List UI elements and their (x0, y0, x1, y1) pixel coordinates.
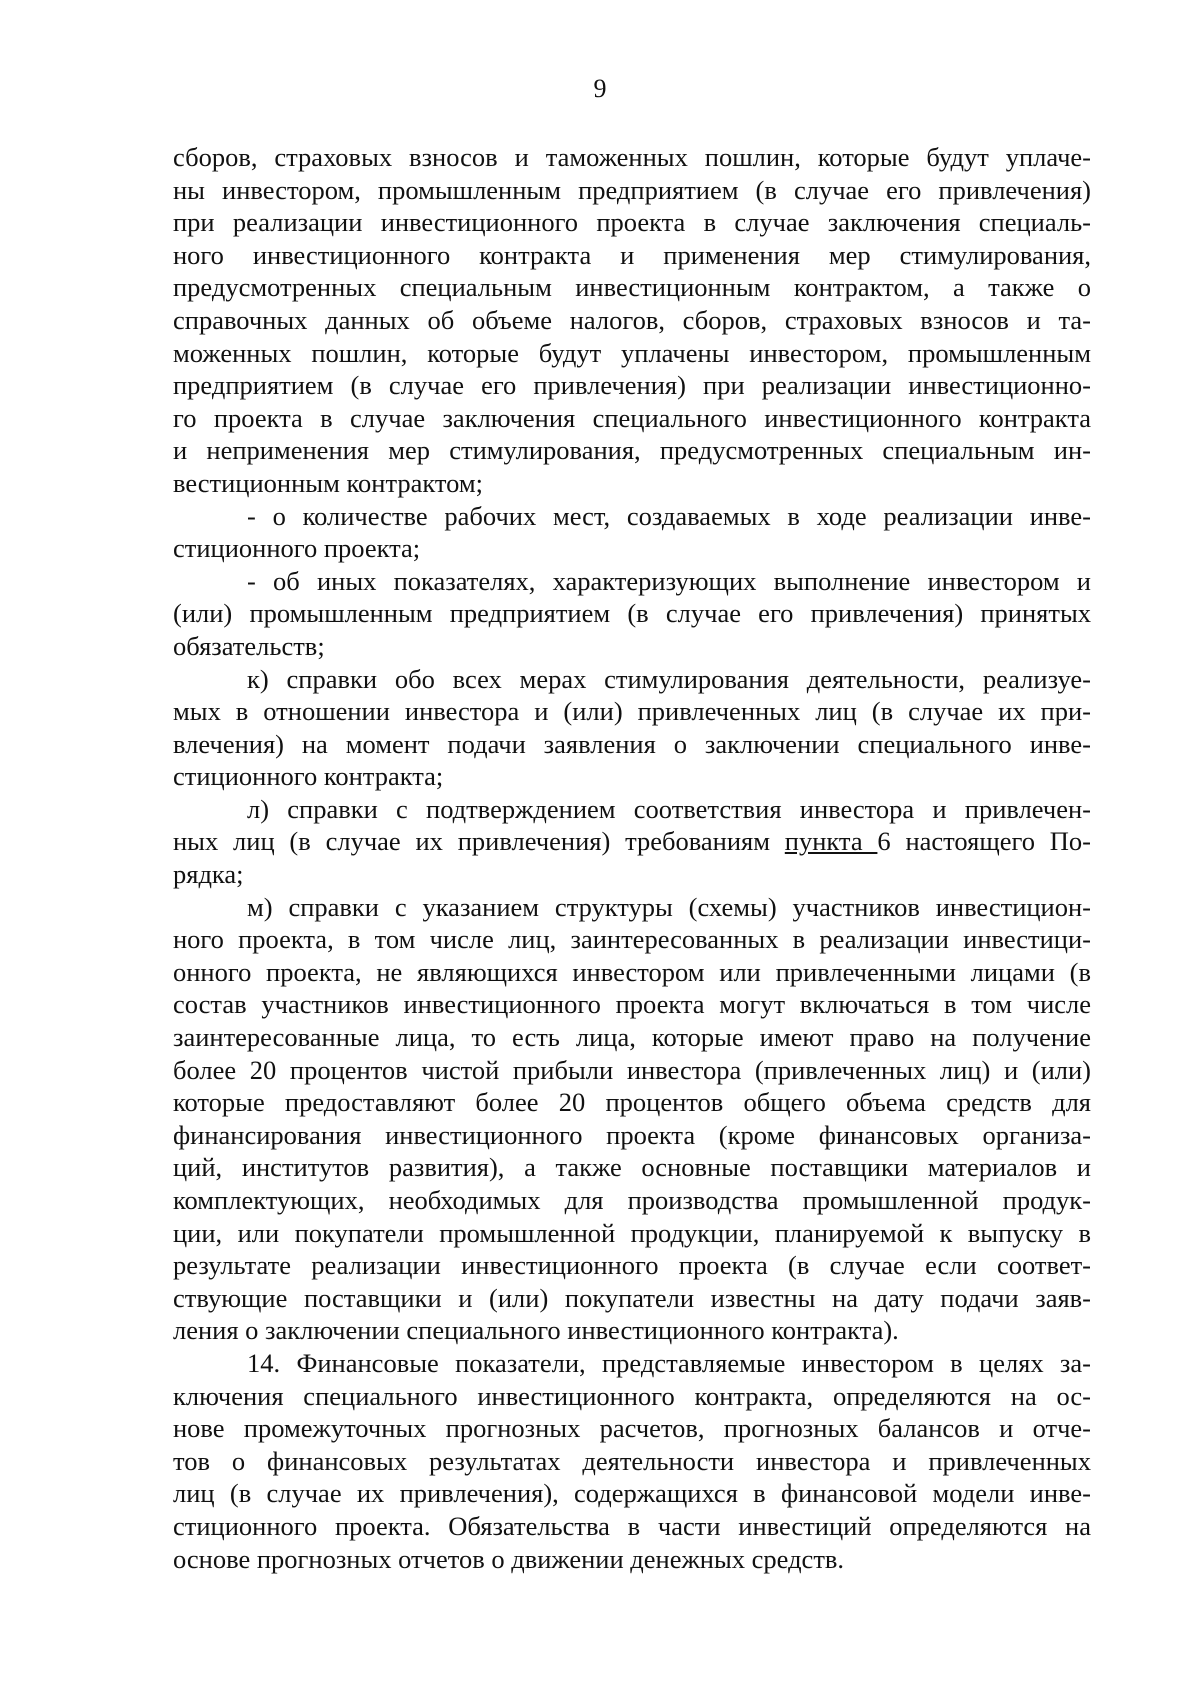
text-line: ции, или покупатели промышленной продукции, планируемой к выпуску в (173, 1217, 1091, 1248)
paragraph-p7 (173, 1347, 1091, 1575)
text-line: обязательств; (173, 630, 325, 661)
text-line: стиционного проекта; (173, 533, 421, 564)
text-line: м) справки с указанием структуры (схемы) участников инвестицион- (247, 891, 1091, 922)
text-line: ций, институтов развития), а также основные поставщики материалов и (173, 1152, 1091, 1183)
punkt-reference-link[interactable]: пункта (784, 826, 878, 857)
text-line: влечения) на момент подачи заявления о заключении специального инве- (173, 728, 1091, 759)
text-line: ного проекта, в том числе лиц, заинтересованных в реализации инвестици- (173, 924, 1091, 955)
text-line: при реализации инвестиционного проекта в случае заключения специаль- (173, 207, 1091, 238)
text-line: комплектующих, необходимых для производства промышленной продук- (173, 1185, 1091, 1215)
text-line: которые предоставляют более 20 процентов общего объема средств для (173, 1087, 1091, 1118)
line-text-before-link: ных лиц (в случае их привлечения) требованиям (173, 826, 785, 857)
document-body (173, 141, 1091, 1575)
paragraph-p5 (173, 793, 1091, 891)
text-line: основе прогнозных отчетов о движении денежных средств. (173, 1543, 845, 1574)
text-line: предусмотренных специальным инвестиционным контрактом, а также о (173, 272, 1091, 303)
text-line: стиционного проекта. Обязательства в части инвестиций определяются на (173, 1510, 1091, 1541)
text-line: к) справки обо всех мерах стимулирования деятельности, реализуе- (247, 663, 1091, 694)
text-line: стиционного контракта; (173, 761, 444, 792)
paragraph-p2 (173, 500, 1091, 565)
text-line: более 20 процентов чистой прибыли инвестора (привлеченных лиц) и (или) (173, 1054, 1091, 1085)
text-line: ления о заключении специального инвестиционного контракта). (173, 1315, 899, 1346)
text-line: ствующие поставщики и (или) покупатели известны на дату подачи заяв- (173, 1282, 1091, 1313)
paragraph-p6 (173, 891, 1091, 1347)
text-line: и неприменения мер стимулирования, предусмотренных специальным ин- (173, 435, 1091, 466)
paragraph-p3 (173, 565, 1091, 663)
text-line: ключения специального инвестиционного контракта, определяются на ос- (173, 1380, 1091, 1411)
text-line: ны инвестором, промышленным предприятием (в случае его привлечения) (173, 174, 1091, 205)
text-line: нове промежуточных прогнозных расчетов, прогнозных балансов и отче- (173, 1413, 1091, 1444)
text-line: ного инвестиционного контракта и применения мер стимулирования, (173, 239, 1091, 270)
text-line (173, 825, 1091, 858)
text-line: - об иных показателях, характеризующих выполнение инвестором и (247, 565, 1091, 596)
page-number: 9 (593, 74, 607, 103)
text-line: онного проекта, не являющихся инвестором или привлеченными лицами (в (173, 956, 1091, 987)
text-line: го проекта в случае заключения специального инвестиционного контракта (173, 402, 1091, 433)
text-line: заинтересованные лица, то есть лица, которые имеют право на получение (173, 1022, 1091, 1053)
text-line: лиц (в случае их привлечения), содержащихся в финансовой модели инве- (173, 1478, 1091, 1509)
text-line: (или) промышленным предприятием (в случае его привлечения) принятых (173, 598, 1091, 629)
text-line: предприятием (в случае его привлечения) при реализации инвестиционно- (173, 370, 1091, 401)
text-line: состав участников инвестиционного проекта могут включаться в том числе (173, 989, 1091, 1020)
text-line: 14. Финансовые показатели, представляемые инвестором в целях за- (247, 1347, 1091, 1378)
text-line: вестиционным контрактом; (173, 467, 483, 498)
text-line: результате реализации инвестиционного проекта (в случае если соответ- (173, 1250, 1091, 1281)
text-line: - о количестве рабочих мест, создаваемых в ходе реализации инве- (247, 500, 1091, 531)
text-line: рядка; (173, 859, 244, 890)
text-line: л) справки с подтверждением соответствия инвестора и привлечен- (247, 793, 1091, 824)
text-line: мых в отношении инвестора и (или) привлеченных лиц (в случае их при- (173, 696, 1091, 727)
text-line: тов о финансовых результатах деятельности инвестора и привлеченных (173, 1445, 1091, 1476)
text-line: моженных пошлин, которые будут уплачены инвестором, промышленным (173, 337, 1091, 368)
text-line: сборов, страховых взносов и таможенных пошлин, которые будут уплаче- (173, 142, 1091, 172)
text-line: справочных данных об объеме налогов, сборов, страховых взносов и та- (173, 304, 1091, 335)
line-text-after-link: 6 настоящего По- (877, 826, 1091, 857)
paragraph-p4 (173, 663, 1091, 793)
paragraph-p1 (173, 141, 1091, 500)
text-line: финансирования инвестиционного проекта (кроме финансовых организа- (173, 1119, 1091, 1150)
